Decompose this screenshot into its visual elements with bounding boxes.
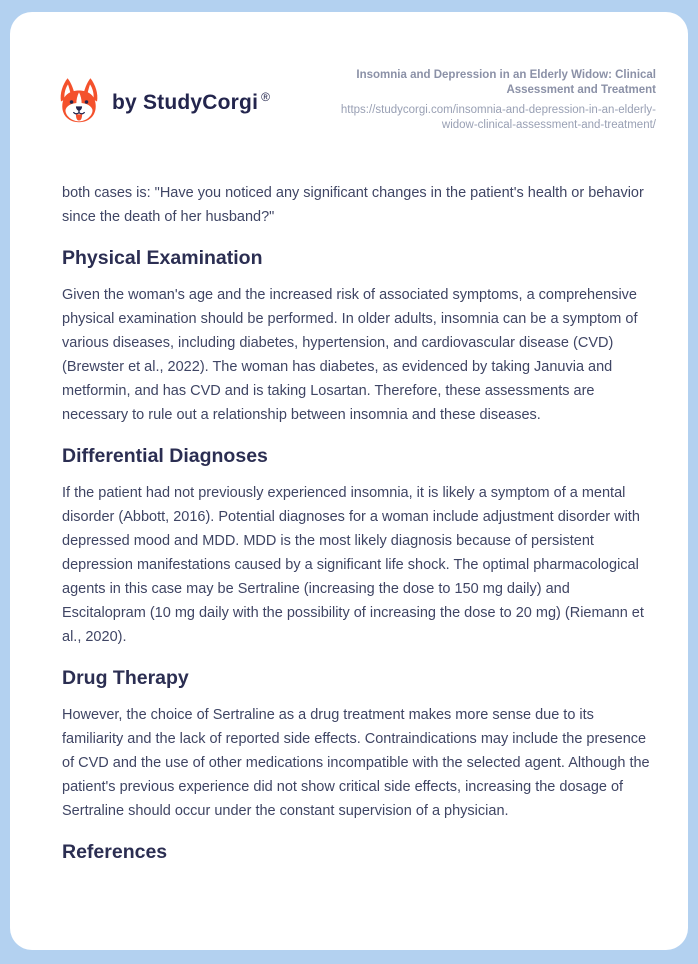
section-paragraph: Given the woman's age and the increased risk of associated symptoms, a comprehensive physical examination should be performed. In older adults, insomnia can be a symptom of various diseases, including diabetes, hypertension, and cardiovascular disease (CVD) (Brewster et al., 2022). The woman has diabetes, as evidenced by taking Januvia and metformin, and has CVD and is taking Losartan. Therefore, these assessments are necessary to rule out a relationship between insomnia and these diseases. xyxy=(62,287,638,423)
document-url[interactable]: https://studycorgi.com/insomnia-and-depression-in-an-elderly-widow-clinical-assessment-and-treatment/ xyxy=(340,104,656,131)
content-card xyxy=(10,12,688,950)
section-heading: Drug Therapy xyxy=(62,667,189,689)
corgi-logo-icon xyxy=(57,77,101,127)
section-drug-therapy xyxy=(62,665,656,823)
document-header xyxy=(62,68,656,133)
section-paragraph: However, the choice of Sertraline as a drug treatment makes more sense due to its familiarity and the lack of reported side effects. Contraindications may include the presence of CVD and the use of other medications incompatible with the selected agent. Although the patient's previous experience did not show critical side effects, increasing the dosage of Sertraline should occur under the constant supervision of a physician. xyxy=(62,707,650,819)
article-body xyxy=(62,181,656,865)
section-heading: Physical Examination xyxy=(62,247,263,269)
document-meta xyxy=(316,68,656,133)
registered-mark-icon: ® xyxy=(261,89,271,104)
brand-name-text: by StudyCorgi xyxy=(112,90,259,114)
document-title: Insomnia and Depression in an Elderly Widow: Clinical Assessment and Treatment xyxy=(356,69,656,96)
section-heading: Differential Diagnoses xyxy=(62,445,268,467)
brand xyxy=(57,77,270,127)
section-references xyxy=(62,839,656,865)
section-heading: References xyxy=(62,841,168,863)
brand-name xyxy=(112,90,270,115)
section-differential-diagnoses xyxy=(62,443,656,649)
section-physical-examination xyxy=(62,245,656,427)
continuation-paragraph: both cases is: "Have you noticed any significant changes in the patient's health or behavior since the death of her husband?" xyxy=(62,185,644,225)
section-paragraph: If the patient had not previously experienced insomnia, it is likely a symptom of a mental disorder (Abbott, 2016). Potential diagnoses for a woman include adjustment disorder with depressed mood and MDD. MDD is the most likely diagnosis because of persistent depression manifestations caused by a significant life shock. The optimal pharmacological agents in this case may be Sertraline (increasing the dose to 150 mg daily) and Escitalopram (10 mg daily with the possibility of increasing the dose to 20 mg) (Riemann et al., 2020). xyxy=(62,485,644,645)
